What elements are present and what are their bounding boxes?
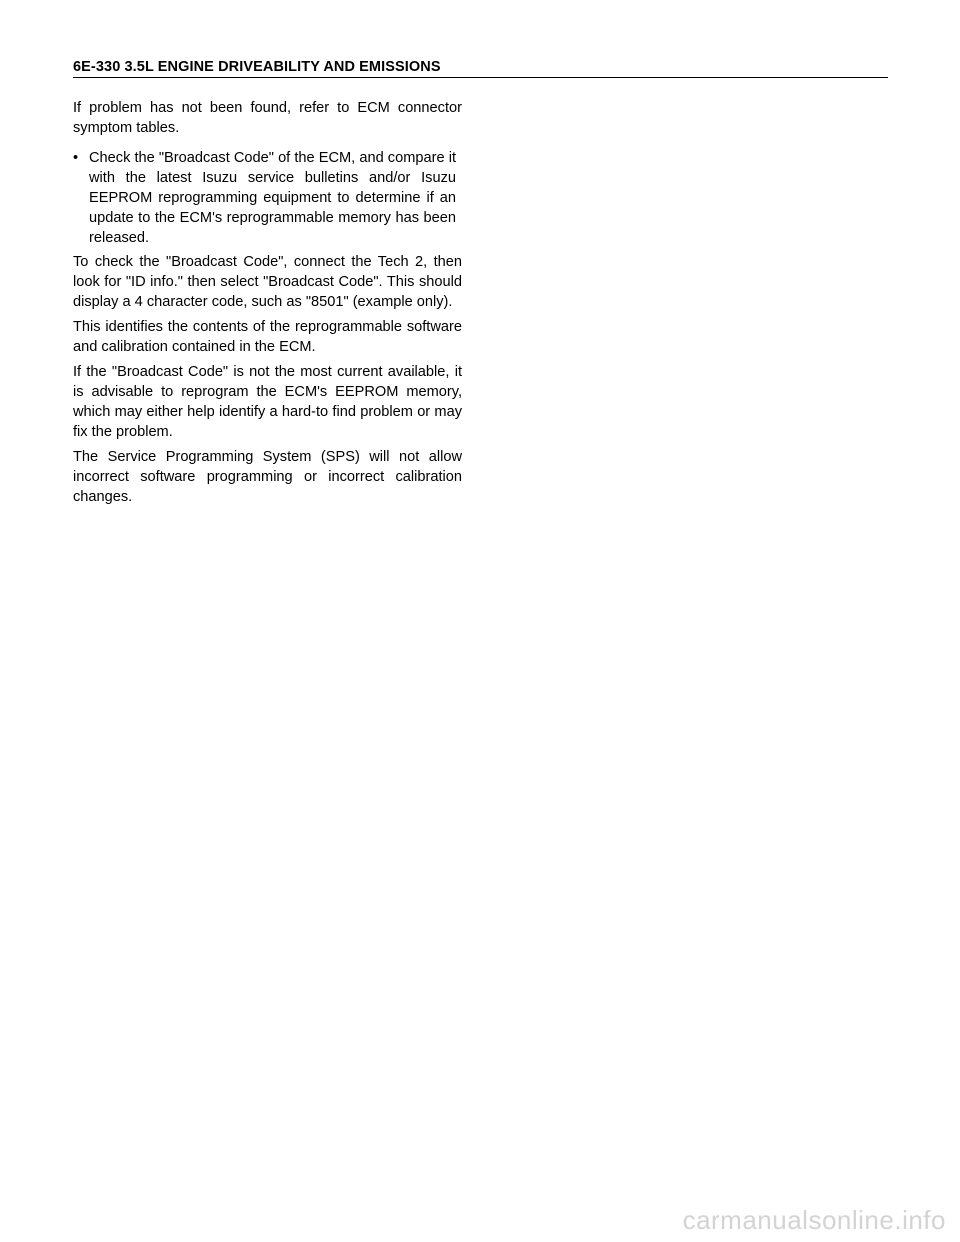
bullet-text: Check the "Broadcast Code" of the ECM, and compare it with the latest Isuzu service bulletins and/or Isuzu EEPROM reprogramming equipment to determine if an update to the ECM's reprogrammable memory has been released. <box>89 150 456 246</box>
paragraph-identifies-contents: This identifies the contents of the reprogrammable software and calibration contained in the ECM. <box>73 319 462 355</box>
page-title: 6E-330 3.5L ENGINE DRIVEABILITY AND EMISSIONS <box>73 59 441 75</box>
bullet-item <box>73 148 462 248</box>
paragraph-broadcast-code-check: To check the "Broadcast Code", connect the Tech 2, then look for "ID info." then select "Broadcast Code". This should display a 4 character code, such as "8501" (example only). <box>73 254 462 310</box>
paragraph-reprogram-advice: If the "Broadcast Code" is not the most current available, it is advisable to reprogram the ECM's EEPROM memory, which may either help identify a hard-to find problem or may fix the problem. <box>73 364 462 440</box>
watermark: carmanualsonline.info <box>682 1205 946 1235</box>
intro-paragraph: If problem has not been found, refer to ECM connector symptom tables. <box>73 100 462 136</box>
page-header <box>73 59 888 78</box>
document-body <box>73 98 462 512</box>
paragraph-sps-note: The Service Programming System (SPS) will not allow incorrect software programming or incorrect calibration changes. <box>73 449 462 505</box>
bullet-marker: • <box>73 150 79 166</box>
bullet-list <box>73 148 462 248</box>
